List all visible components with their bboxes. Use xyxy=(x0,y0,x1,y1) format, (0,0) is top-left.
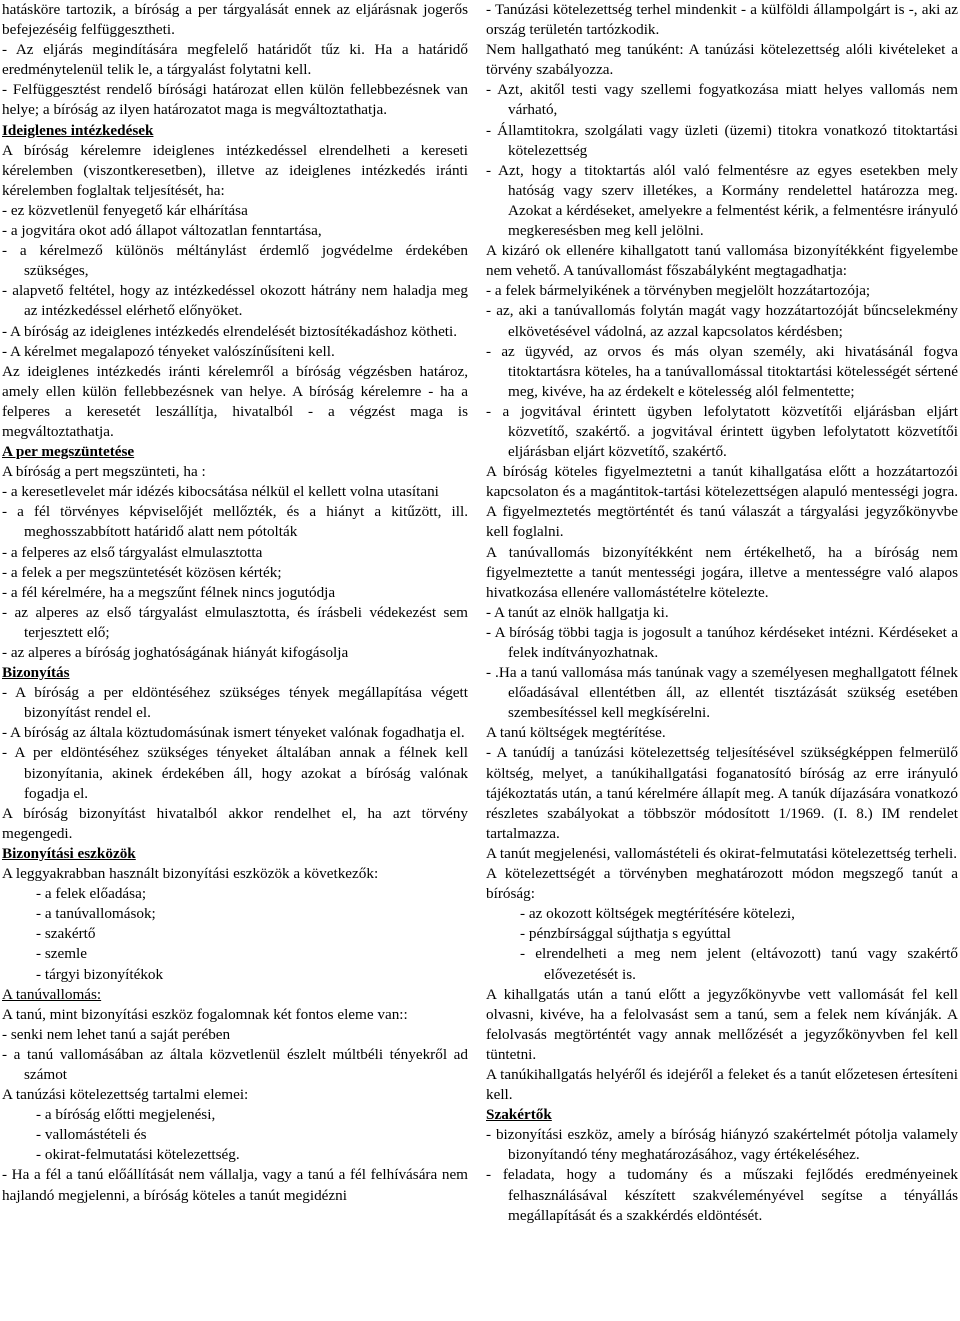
list-item: - a fél kérelmére, ha a megszűnt félnek nincs jogutódja xyxy=(2,583,336,601)
list-item: - Azt, hogy a titoktartás alól való felmentésre az egyes esetekben mely hatóság vagy szerv illetékes, a Kormány rendelettel határozza meg. Azokat a kérdéseket, amelyekre a felmentést kérik, a felmentésre irányuló megkeresésben meg kell jelölni. xyxy=(486,161,958,240)
list-item: - szakértő xyxy=(36,925,96,943)
list-item: - a jogvitára okot adó állapot változatlan fenntartása, xyxy=(2,222,322,240)
list-item: - pénzbírsággal sújthatja s egyúttal xyxy=(520,925,731,943)
list-item: - A bíróság többi tagja is jogosult a tanúhoz kérdéseket intézni. Kérdéseket a felek indítványozhatnak. xyxy=(486,623,958,661)
list-item: - a keresetlevelet már idézés kibocsátása nélkül el kellett volna utasítani xyxy=(2,483,439,501)
list-item: - tárgyi bizonyítékok xyxy=(36,965,164,983)
list-item: - a kérelmező különös méltánylást érdemlő jogvédelme érdekében szükséges, xyxy=(2,242,468,280)
section-heading: Bizonyítási eszközök xyxy=(2,844,136,862)
list-item: - az, aki a tanúvallomás folytán magát vagy hozzátartozóját bűncselekmény elkövetésével vádolná, az azzal kapcsolatos kérdésben; xyxy=(486,302,958,340)
paragraph: A kihallgatás után a tanú előtt a jegyzőkönyvbe vett vallomását fel kell olvasni, kivéve, ha a felolvasást sem a tanú, sem a felek nem kívánják. A felolvasás megtörténtét vagy annak mellőzését a jegyzőkönyvben fel kell tüntetni. xyxy=(486,985,958,1063)
list-item: - Azt, akitől testi vagy szellemi fogyatkozása miatt helyes vallomás nem várható, xyxy=(486,81,958,119)
paragraph: A bíróság bizonyítást hivatalból akkor rendelhet el, ha azt törvény megengedi. xyxy=(2,804,468,842)
list-item: - szemle xyxy=(36,945,88,963)
paragraph: Az ideiglenes intézkedés iránti kérelemről a bíróság végzésben határoz, amely ellen külön fellebbezésnek van helye. A bíróság kérelemre - ha a felperes a keresetét leszállítja, hivatalból - a végzést maga is megváltoztathatja. xyxy=(2,362,468,440)
paragraph: - Az eljárás megindítására megfelelő határidőt tűz ki. Ha a határidő eredménytelenül telik le, a tárgyalást folytatni kell. xyxy=(2,41,468,79)
paragraph: A tanúvallomás bizonyítékként nem értékelhető, ha a bíróság nem figyelmeztette a tanút mentességi jogára, illetve a mentességre való alapos hivatkozása ellenére vallomástételre kötelezte. xyxy=(486,543,958,601)
list-item: - alapvető feltétel, hogy az intézkedéssel okozott hátrány nem haladja meg az intézkedéssel elérhető előnyöket. xyxy=(2,282,468,320)
paragraph: - A tanúdíj a tanúzási kötelezettség teljesítésével szükségképpen felmerülő költség, melyet, a tanúkihallgatási foganatosító bíróság az erre irányuló tájékoztatás után, a tanú kérelmére állapít meg. A tanúk díjazására vonatkozó részletes szabályokat a többször módosított 1/1969. (I. 8.) IM rendelet tartalmazza. xyxy=(486,744,958,842)
paragraph: A bíróság köteles figyelmeztetni a tanút kihallgatása előtt a hozzátartozói kapcsolaton és a magántitok-tartási kötelezettségen alapuló mentességi jogra. A figyelmeztetés megtörténtét és tanú válaszát a tárgyalási jegyzőkönyvbe kell foglalni. xyxy=(486,463,958,541)
list-item: - a felek a per megszüntetését közösen kérték; xyxy=(2,563,282,581)
list-item: - senki nem lehet tanú a saját perében xyxy=(2,1025,231,1043)
list-item: - vallomástételi és xyxy=(36,1126,147,1144)
section-heading: Szakértők xyxy=(486,1106,552,1124)
section-heading: Ideiglenes intézkedések xyxy=(2,121,154,139)
paragraph: A tanú, mint bizonyítási eszköz fogalomnak két fontos eleme van:: xyxy=(2,1005,408,1023)
list-item: - bizonyítási eszköz, amely a bíróság hiányzó szakértelmét pótolja valamely bizonyítandó tény meghatározásához, vagy értékeléséhez. xyxy=(486,1126,958,1164)
subheading: A tanúvallomás: xyxy=(2,985,102,1003)
paragraph: - Tanúzási kötelezettség terhel mindenkit - a külföldi állampolgárt is -, aki az ország területén tartózkodik. xyxy=(486,1,958,39)
list-item: - A bíróság az ideiglenes intézkedés elrendelését biztosítékadáshoz kötheti. xyxy=(2,322,458,340)
list-item: - a bíróság előtti megjelenési, xyxy=(36,1106,216,1124)
paragraph: A tanúzási kötelezettség tartalmi elemei: xyxy=(2,1086,249,1104)
list-item: - a jogvitával érintett ügyben lefolytatott közvetítői eljárásban eljárt közvetítő, szakértő. a jogvitával érintett ügyben lefolytatott közvetítői eljárásban eljárt közvetítő, szakértő. xyxy=(486,402,958,461)
paragraph: A tanúkihallgatás helyéről és idejéről a feleket és a tanút előzetesen értesíteni kell. xyxy=(486,1065,958,1104)
list-item: - ez közvetlenül fenyegető kár elhárítása xyxy=(2,201,248,219)
list-item: - a felek bármelyikének a törvényben megjelölt hozzátartozója; xyxy=(486,282,871,300)
paragraph: - Ha a fél a tanú előállítását nem vállalja, vagy a tanú a fél felhívására nem hajlandó megjelenni, a bíróság köteles a tanút megidézni xyxy=(2,1166,468,1204)
list-item: - okirat-felmutatási kötelezettség. xyxy=(36,1146,240,1164)
paragraph: A kizáró ok ellenére kihallgatott tanú vallomása bizonyítékként figyelembe nem vehető. A tanúvallomást főszabályként megtagadhatja: xyxy=(486,242,958,280)
paragraph: A kötelezettségét a törvényben meghatározott módon megszegő tanút a bíróság: xyxy=(486,865,958,903)
paragraph: A tanú költségek megtérítése. xyxy=(486,724,666,742)
paragraph: A bíróság a pert megszünteti, ha : xyxy=(2,463,206,481)
paragraph: A leggyakrabban használt bizonyítási eszközök a következők: xyxy=(2,865,379,883)
list-item: - A tanút az elnök hallgatja ki. xyxy=(486,603,669,621)
list-item: - az okozott költségek megtérítésére kötelezi, xyxy=(520,905,795,923)
right-column xyxy=(480,0,960,1321)
list-item: - az ügyvéd, az orvos és más olyan személy, aki hivatásánál fogva titoktartásra köteles, ha a tanúvallomással titoktartási kötelességét sértené meg, kivéve, ha az érdekelt e kötelesség alól felmentette; xyxy=(486,342,958,400)
paragraph: hatásköre tartozik, a bíróság a per tárgyalását ennek az eljárásnak jogerős befejezéséig felfüggesztheti. xyxy=(2,1,468,39)
list-item: - az alperes a bíróság joghatóságának hiányát kifogásolja xyxy=(2,644,349,661)
list-item: - a tanú vallomásában az általa közvetlenül észlelt múltbéli tényekről ad számot xyxy=(2,1045,468,1083)
paragraph: - Felfüggesztést rendelő bírósági határozat ellen külön fellebbezésnek van helye; a bíróság az ilyen határozatot maga is megváltoztathatja. xyxy=(2,81,468,119)
paragraph: A tanút megjelenési, vallomástételi és okirat-felmutatási kötelezettség terheli. xyxy=(486,844,958,862)
list-item: - az alperes az első tárgyalást elmulasztotta, és írásbeli védekezést sem terjesztett elő; xyxy=(2,603,468,641)
section-heading: Bizonyítás xyxy=(2,664,70,682)
section-heading: A per megszüntetése xyxy=(2,443,135,461)
list-item: - a felek előadása; xyxy=(36,885,147,903)
list-item: - .Ha a tanú vallomása más tanúnak vagy a személyesen meghallgatott félnek előadásával ellentétben áll, az ellentét tisztázását szükség esetében szembesítéssel kell megkísérelni. xyxy=(486,664,958,722)
list-item: - A bíróság az általa köztudomásúnak ismert tényeket valónak fogadhatja el. xyxy=(2,724,465,742)
list-item: - a felperes az első tárgyalást elmulasztotta xyxy=(2,543,263,561)
list-item: - A bíróság a per eldöntéséhez szükséges tények megállapítása végett bizonyítást rendel el. xyxy=(2,684,468,722)
list-item: - elrendelheti a meg nem jelent (eltávozott) tanú vagy szakértő elővezetését is. xyxy=(520,945,958,983)
list-item: - a tanúvallomások; xyxy=(36,905,156,923)
list-item: - a fél törvényes képviselőjét mellőzték, és a hiányt a kitűzött, ill. meghosszabbított határidő alatt nem pótolták xyxy=(2,503,468,541)
list-item: - A kérelmet megalapozó tényeket valószínűsíteni kell. xyxy=(2,342,335,360)
paragraph: Nem hallgatható meg tanúként: A tanúzási kötelezettség alóli kivételeket a törvény szabályozza. xyxy=(486,41,958,79)
list-item: - Államtitokra, szolgálati vagy üzleti (üzemi) titokra vonatkozó titoktartási kötelezettség xyxy=(486,121,958,159)
paragraph: A bíróság kérelemre ideiglenes intézkedéssel elrendelheti a kereseti kérelemben (viszontkeresetben), illetve az ideiglenes intézkedés iránti kérelemben foglaltak teljesítését, ha: xyxy=(2,141,468,199)
list-item: - A per eldöntéséhez szükséges tényeket általában annak a félnek kell bizonyítania, akinek érdekében áll, hogy azokat a bíróság valónak fogadja el. xyxy=(2,744,468,802)
list-item: - feladata, hogy a tudomány és a műszaki fejlődés eredményeinek felhasználásával készített szakvéleményével segítse a tényállás megállapítását és a szakkérdés eldöntését. xyxy=(486,1166,958,1224)
